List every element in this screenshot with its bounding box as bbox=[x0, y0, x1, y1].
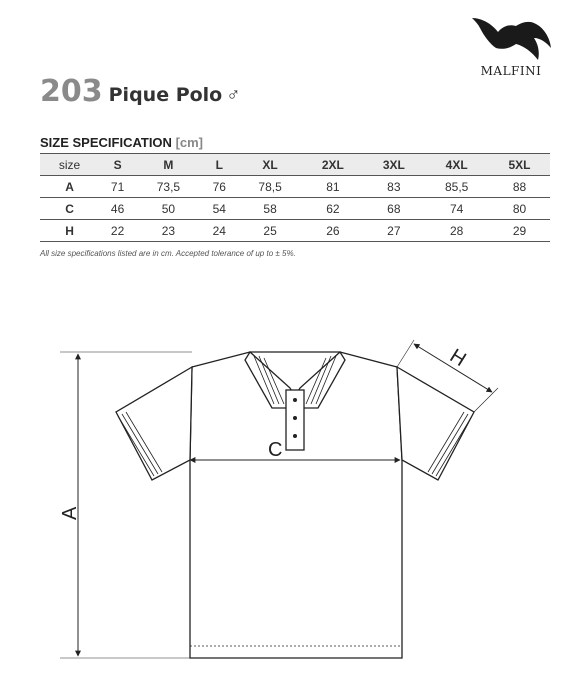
eagle-icon bbox=[470, 14, 552, 62]
table-cell: 25 bbox=[263, 223, 277, 238]
table-cell: 24 bbox=[212, 223, 226, 238]
table-cell: 76 bbox=[212, 179, 226, 194]
table-cell: 22 bbox=[110, 223, 125, 238]
size-header-cell: M bbox=[163, 157, 174, 172]
row-label: H bbox=[65, 223, 74, 238]
male-symbol-icon: ♂ bbox=[226, 85, 241, 106]
size-table bbox=[40, 153, 550, 242]
size-header-cell: 4XL bbox=[445, 157, 468, 172]
size-table-header-row bbox=[40, 154, 550, 176]
brand-name: MALFINI bbox=[480, 64, 542, 78]
size-spec-unit: [cm] bbox=[175, 135, 204, 150]
table-cell: 46 bbox=[110, 201, 125, 216]
table-cell: 27 bbox=[387, 223, 401, 238]
product-number: 203 bbox=[40, 74, 103, 109]
size-header-cell: S bbox=[113, 157, 122, 172]
table-cell: 85,5 bbox=[444, 179, 469, 194]
tolerance-note: All size specifications listed are in cm. Accepted tolerance of up to ± 5%. bbox=[40, 249, 296, 258]
size-spec-title: SIZE SPECIFICATION bbox=[40, 135, 172, 150]
table-cell: 74 bbox=[449, 201, 464, 216]
table-row bbox=[40, 176, 550, 198]
dimension-label-a: A bbox=[59, 506, 81, 520]
table-cell: 71 bbox=[110, 179, 125, 194]
brand-logo bbox=[466, 14, 556, 78]
table-cell: 28 bbox=[449, 223, 464, 238]
table-cell: 58 bbox=[263, 201, 277, 216]
table-cell: 83 bbox=[387, 179, 401, 194]
table-cell: 80 bbox=[512, 201, 527, 216]
row-label: A bbox=[65, 179, 74, 194]
size-header-label: size bbox=[58, 157, 81, 172]
size-header-cell: XL bbox=[262, 157, 278, 172]
table-cell: 26 bbox=[326, 223, 340, 238]
table-row bbox=[40, 220, 550, 242]
table-row bbox=[40, 198, 550, 220]
product-title bbox=[40, 74, 241, 109]
table-cell: 23 bbox=[161, 223, 176, 238]
polo-diagram bbox=[40, 330, 520, 675]
size-header-cell: L bbox=[215, 157, 223, 172]
table-cell: 81 bbox=[326, 179, 340, 194]
size-header-cell: 2XL bbox=[321, 157, 344, 172]
table-cell: 88 bbox=[512, 179, 527, 194]
table-cell: 62 bbox=[326, 201, 340, 216]
table-cell: 68 bbox=[387, 201, 401, 216]
dimension-label-h: H bbox=[445, 344, 470, 372]
table-cell: 78,5 bbox=[258, 179, 282, 194]
product-name: Pique Polo bbox=[108, 84, 223, 106]
size-spec-heading bbox=[40, 135, 203, 150]
size-header-cell: 3XL bbox=[382, 157, 405, 172]
table-cell: 29 bbox=[512, 223, 527, 238]
table-cell: 50 bbox=[161, 201, 176, 216]
dimension-label-c: C bbox=[268, 439, 283, 461]
table-cell: 54 bbox=[212, 201, 226, 216]
table-cell: 73,5 bbox=[156, 179, 181, 194]
polo-shirt-drawing bbox=[40, 330, 520, 670]
size-header-cell: 5XL bbox=[508, 157, 531, 172]
row-label: C bbox=[65, 201, 74, 216]
